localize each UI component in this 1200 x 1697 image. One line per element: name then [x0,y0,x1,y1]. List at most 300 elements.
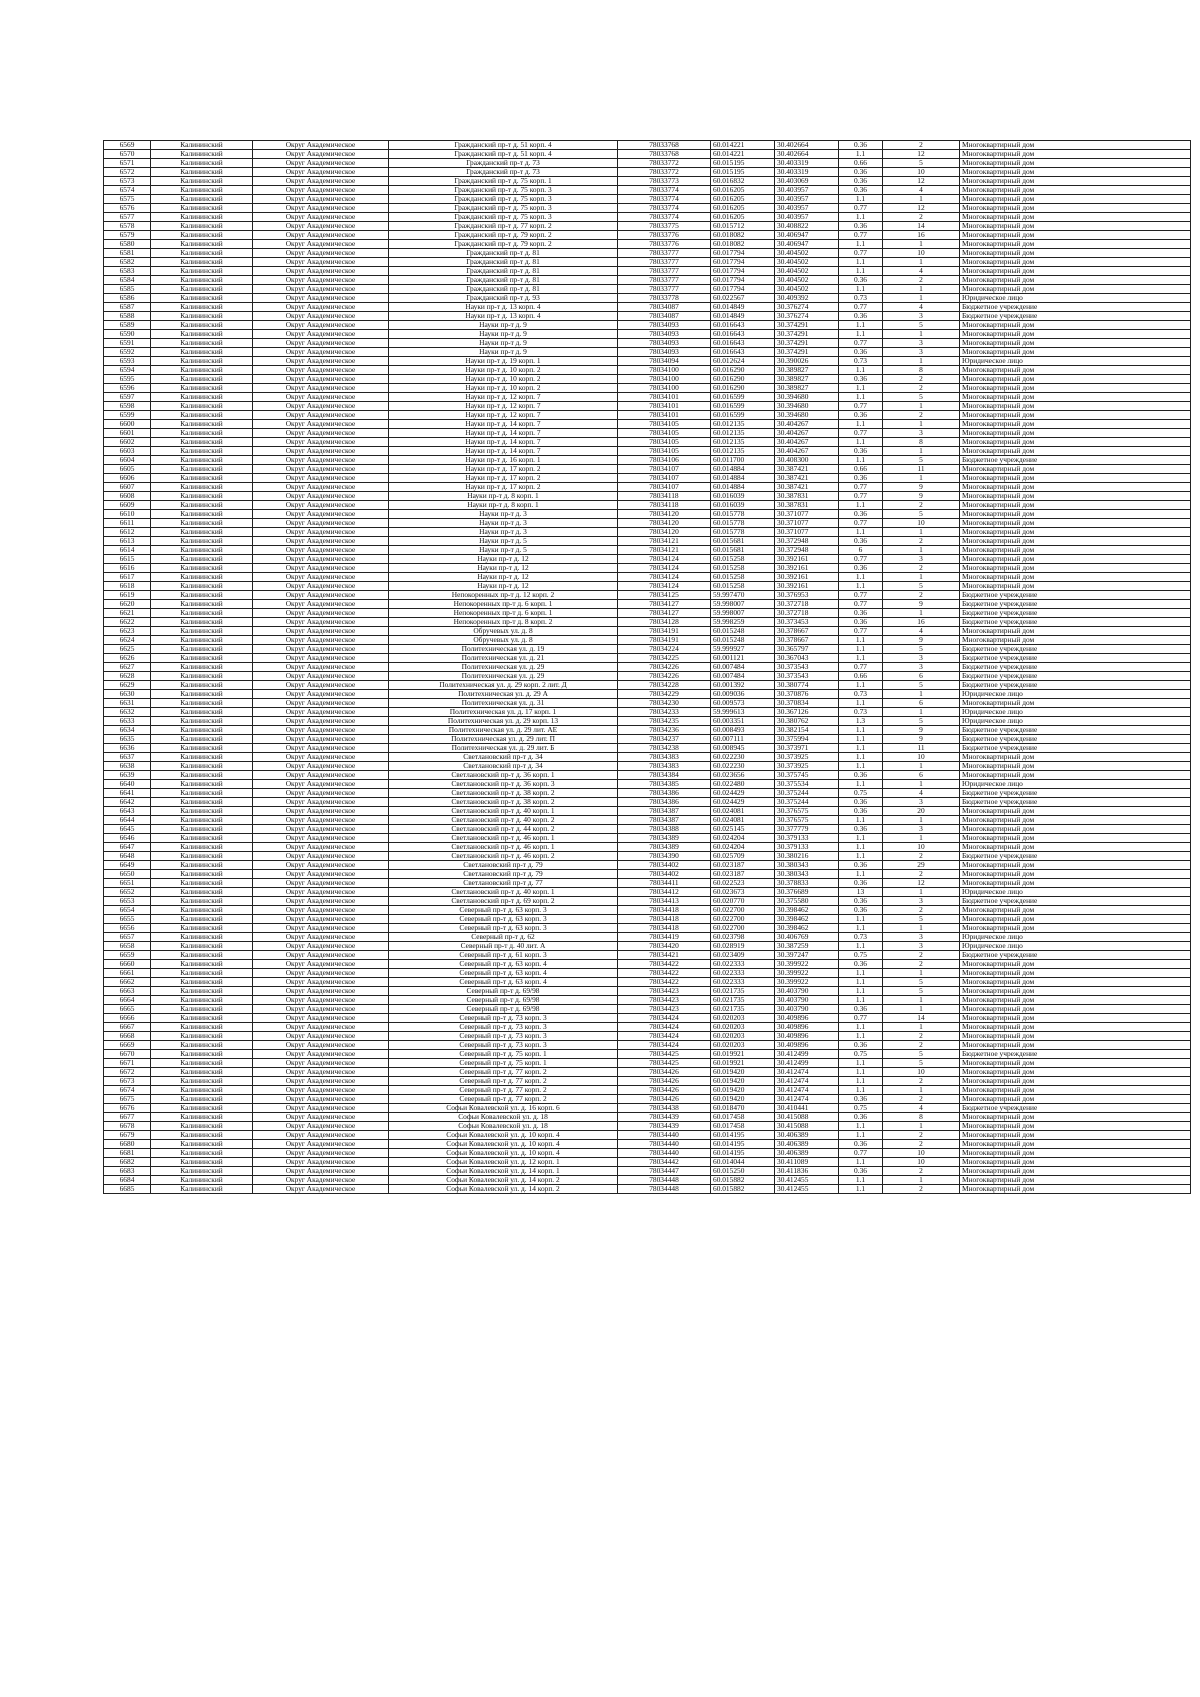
table-row [104,879,1191,888]
table-row [104,789,1191,798]
count-cell: 2 [883,537,960,546]
type-cell: Многоквартирный дом [960,1122,1191,1131]
type-cell: Юридическое лицо [960,780,1191,789]
longitude-cell: 30.412499 [775,1059,839,1068]
code-cell: 78034426 [618,1086,711,1095]
volume-cell: 0.77 [839,555,883,564]
row-number-cell: 6576 [104,204,151,213]
district-cell: Калининский [151,645,253,654]
volume-cell: 1.1 [839,969,883,978]
latitude-cell: 60.022700 [711,906,775,915]
row-number-cell: 6649 [104,861,151,870]
address-cell: Гражданский пр-т д. 79 корп. 2 [389,240,618,249]
district-cell: Калининский [151,726,253,735]
municipality-cell: Округ Академическое [253,636,389,645]
longitude-cell: 30.403069 [775,177,839,186]
type-cell: Многоквартирный дом [960,258,1191,267]
code-cell: 78034230 [618,699,711,708]
code-cell: 78034105 [618,429,711,438]
volume-cell: 0.36 [839,276,883,285]
district-cell: Калининский [151,546,253,555]
longitude-cell: 30.373925 [775,753,839,762]
district-cell: Калининский [151,150,253,159]
table-row [104,663,1191,672]
municipality-cell: Округ Академическое [253,1014,389,1023]
type-cell: Многоквартирный дом [960,753,1191,762]
district-cell: Калининский [151,294,253,303]
count-cell: 3 [883,429,960,438]
address-cell: Гражданский пр-т д. 75 корп. 3 [389,186,618,195]
type-cell: Многоквартирный дом [960,474,1191,483]
code-cell: 78034426 [618,1068,711,1077]
table-row [104,1167,1191,1176]
count-cell: 2 [883,1041,960,1050]
table-row [104,735,1191,744]
type-cell: Многоквартирный дом [960,1149,1191,1158]
count-cell: 6 [883,672,960,681]
row-number-cell: 6575 [104,195,151,204]
longitude-cell: 30.398462 [775,906,839,915]
municipality-cell: Округ Академическое [253,1041,389,1050]
longitude-cell: 30.367043 [775,654,839,663]
municipality-cell: Округ Академическое [253,1113,389,1122]
count-cell: 1 [883,1005,960,1014]
volume-cell: 0.77 [839,339,883,348]
code-cell: 78034387 [618,816,711,825]
count-cell: 1 [883,285,960,294]
district-cell: Калининский [151,1113,253,1122]
count-cell: 2 [883,564,960,573]
municipality-cell: Округ Академическое [253,546,389,555]
type-cell: Многоквартирный дом [960,807,1191,816]
longitude-cell: 30.403790 [775,1005,839,1014]
table-row [104,915,1191,924]
district-cell: Калининский [151,402,253,411]
municipality-cell: Округ Академическое [253,987,389,996]
longitude-cell: 30.403319 [775,168,839,177]
row-number-cell: 6611 [104,519,151,528]
latitude-cell: 60.016643 [711,330,775,339]
latitude-cell: 60.015248 [711,627,775,636]
type-cell: Бюджетное учреждение [960,1104,1191,1113]
count-cell: 16 [883,231,960,240]
volume-cell: 0.36 [839,960,883,969]
row-number-cell: 6600 [104,420,151,429]
municipality-cell: Округ Академическое [253,447,389,456]
latitude-cell: 60.020203 [711,1023,775,1032]
table-row [104,204,1191,213]
code-cell: 78034413 [618,897,711,906]
code-cell: 78034421 [618,951,711,960]
count-cell: 5 [883,456,960,465]
count-cell: 5 [883,915,960,924]
latitude-cell: 60.022523 [711,879,775,888]
longitude-cell: 30.380343 [775,870,839,879]
table-row [104,1176,1191,1185]
table-row [104,798,1191,807]
volume-cell: 1.1 [839,573,883,582]
volume-cell: 0.36 [839,474,883,483]
longitude-cell: 30.412474 [775,1086,839,1095]
municipality-cell: Округ Академическое [253,519,389,528]
type-cell: Бюджетное учреждение [960,645,1191,654]
code-cell: 78034225 [618,654,711,663]
code-cell: 78034411 [618,879,711,888]
code-cell: 78034383 [618,762,711,771]
latitude-cell: 59.998259 [711,618,775,627]
row-number-cell: 6648 [104,852,151,861]
municipality-cell: Округ Академическое [253,249,389,258]
municipality-cell: Округ Академическое [253,267,389,276]
district-cell: Калининский [151,528,253,537]
code-cell: 78033777 [618,258,711,267]
table-row [104,267,1191,276]
latitude-cell: 60.016205 [711,195,775,204]
row-number-cell: 6660 [104,960,151,969]
address-cell: Северный пр-т д. 73 корп. 3 [389,1014,618,1023]
code-cell: 78034425 [618,1059,711,1068]
type-cell: Многоквартирный дом [960,366,1191,375]
table-row [104,1086,1191,1095]
longitude-cell: 30.403957 [775,195,839,204]
district-cell: Калининский [151,312,253,321]
code-cell: 78034107 [618,483,711,492]
longitude-cell: 30.374291 [775,330,839,339]
row-number-cell: 6685 [104,1185,151,1194]
municipality-cell: Округ Академическое [253,420,389,429]
district-cell: Калининский [151,204,253,213]
latitude-cell: 60.020770 [711,897,775,906]
latitude-cell: 60.015195 [711,168,775,177]
address-cell: Науки пр-т д. 17 корп. 2 [389,465,618,474]
volume-cell: 1.1 [839,267,883,276]
type-cell: Многоквартирный дом [960,771,1191,780]
latitude-cell: 60.024204 [711,843,775,852]
count-cell: 8 [883,438,960,447]
longitude-cell: 30.371077 [775,528,839,537]
code-cell: 78034412 [618,888,711,897]
volume-cell: 0.36 [839,141,883,150]
count-cell: 8 [883,366,960,375]
district-cell: Калининский [151,672,253,681]
type-cell: Многоквартирный дом [960,285,1191,294]
table-row [104,411,1191,420]
table-row [104,240,1191,249]
code-cell: 78033774 [618,213,711,222]
table-row [104,1185,1191,1194]
table-row [104,807,1191,816]
volume-cell: 0.36 [839,1140,883,1149]
municipality-cell: Округ Академическое [253,411,389,420]
address-cell: Гражданский пр-т д. 81 [389,285,618,294]
row-number-cell: 6656 [104,924,151,933]
table-row [104,285,1191,294]
latitude-cell: 60.015778 [711,510,775,519]
type-cell: Многоквартирный дом [960,492,1191,501]
table-row [104,168,1191,177]
latitude-cell: 60.016290 [711,366,775,375]
volume-cell: 1.1 [839,744,883,753]
district-cell: Калининский [151,366,253,375]
volume-cell: 0.66 [839,672,883,681]
row-number-cell: 6599 [104,411,151,420]
municipality-cell: Округ Академическое [253,330,389,339]
count-cell: 2 [883,951,960,960]
code-cell: 78034423 [618,987,711,996]
table-row [104,429,1191,438]
code-cell: 78034121 [618,537,711,546]
count-cell: 14 [883,222,960,231]
volume-cell: 1.1 [839,384,883,393]
type-cell: Многоквартирный дом [960,555,1191,564]
address-cell: Светлановский пр-т д. 69 корп. 2 [389,897,618,906]
type-cell: Многоквартирный дом [960,384,1191,393]
count-cell: 5 [883,393,960,402]
row-number-cell: 6631 [104,699,151,708]
row-number-cell: 6588 [104,312,151,321]
district-cell: Калининский [151,1176,253,1185]
address-cell: Северный пр-т д. 69/98 [389,987,618,996]
code-cell: 78034105 [618,420,711,429]
longitude-cell: 30.408300 [775,456,839,465]
count-cell: 10 [883,1068,960,1077]
table-row [104,654,1191,663]
table-row [104,852,1191,861]
count-cell: 2 [883,213,960,222]
longitude-cell: 30.367126 [775,708,839,717]
volume-cell: 0.73 [839,294,883,303]
latitude-cell: 60.015258 [711,564,775,573]
district-cell: Калининский [151,636,253,645]
municipality-cell: Округ Академическое [253,708,389,717]
volume-cell: 1.1 [839,1122,883,1131]
row-number-cell: 6619 [104,591,151,600]
latitude-cell: 60.020203 [711,1041,775,1050]
longitude-cell: 30.387421 [775,483,839,492]
code-cell: 78034422 [618,978,711,987]
type-cell: Многоквартирный дом [960,330,1191,339]
volume-cell: 1.1 [839,654,883,663]
table-row [104,753,1191,762]
address-cell: Науки пр-т д. 9 [389,339,618,348]
longitude-cell: 30.406389 [775,1140,839,1149]
address-cell: Северный пр-т д. 73 корп. 3 [389,1032,618,1041]
district-cell: Калининский [151,213,253,222]
municipality-cell: Округ Академическое [253,870,389,879]
longitude-cell: 30.387421 [775,474,839,483]
type-cell: Многоквартирный дом [960,564,1191,573]
count-cell: 10 [883,1149,960,1158]
longitude-cell: 30.392161 [775,555,839,564]
volume-cell: 1.1 [839,1059,883,1068]
volume-cell: 0.36 [839,375,883,384]
table-row [104,870,1191,879]
count-cell: 2 [883,141,960,150]
volume-cell: 0.75 [839,1050,883,1059]
table-row [104,330,1191,339]
address-cell: Политехническая ул. д. 29 [389,672,618,681]
latitude-cell: 60.024081 [711,807,775,816]
row-number-cell: 6635 [104,735,151,744]
municipality-cell: Округ Академическое [253,915,389,924]
longitude-cell: 30.378667 [775,627,839,636]
longitude-cell: 30.370876 [775,690,839,699]
volume-cell: 1.1 [839,636,883,645]
district-cell: Калининский [151,807,253,816]
latitude-cell: 60.007484 [711,672,775,681]
count-cell: 4 [883,267,960,276]
latitude-cell: 60.014221 [711,150,775,159]
address-cell: Софьи Ковалевской ул. д. 18 [389,1113,618,1122]
table-row [104,780,1191,789]
volume-cell: 0.77 [839,600,883,609]
count-cell: 9 [883,726,960,735]
district-cell: Калининский [151,870,253,879]
type-cell: Многоквартирный дом [960,1014,1191,1023]
volume-cell: 0.36 [839,537,883,546]
row-number-cell: 6623 [104,627,151,636]
district-cell: Калининский [151,1023,253,1032]
type-cell: Многоквартирный дом [960,429,1191,438]
address-cell: Науки пр-т д. 5 [389,537,618,546]
code-cell: 78034101 [618,393,711,402]
longitude-cell: 30.372718 [775,600,839,609]
code-cell: 78033768 [618,150,711,159]
longitude-cell: 30.394680 [775,411,839,420]
volume-cell: 1.1 [839,915,883,924]
address-cell: Науки пр-т д. 10 корп. 2 [389,375,618,384]
code-cell: 78034191 [618,627,711,636]
address-cell: Науки пр-т д. 10 корп. 2 [389,384,618,393]
latitude-cell: 60.022567 [711,294,775,303]
type-cell: Многоквартирный дом [960,213,1191,222]
address-cell: Политехническая ул. д. 29 лит. Б [389,744,618,753]
table-row [104,222,1191,231]
row-number-cell: 6605 [104,465,151,474]
district-cell: Калининский [151,375,253,384]
code-cell: 78034418 [618,915,711,924]
district-cell: Калининский [151,555,253,564]
row-number-cell: 6668 [104,1032,151,1041]
count-cell: 2 [883,1032,960,1041]
type-cell: Многоквартирный дом [960,879,1191,888]
latitude-cell: 59.998007 [711,609,775,618]
table-row [104,213,1191,222]
municipality-cell: Округ Академическое [253,663,389,672]
table-row [104,312,1191,321]
code-cell: 78033776 [618,240,711,249]
district-cell: Калининский [151,987,253,996]
type-cell: Многоквартирный дом [960,978,1191,987]
volume-cell: 1.1 [839,852,883,861]
type-cell: Бюджетное учреждение [960,951,1191,960]
longitude-cell: 30.403319 [775,159,839,168]
type-cell: Многоквартирный дом [960,501,1191,510]
municipality-cell: Округ Академическое [253,852,389,861]
municipality-cell: Округ Академическое [253,231,389,240]
address-cell: Северный пр-т д. 75 корп. 1 [389,1050,618,1059]
count-cell: 9 [883,636,960,645]
latitude-cell: 60.014884 [711,465,775,474]
longitude-cell: 30.404267 [775,438,839,447]
volume-cell: 0.36 [839,510,883,519]
longitude-cell: 30.392161 [775,582,839,591]
latitude-cell: 60.009036 [711,690,775,699]
municipality-cell: Округ Академическое [253,204,389,213]
count-cell: 5 [883,978,960,987]
address-cell: Непокоренных пр-т д. 6 корп. 1 [389,609,618,618]
municipality-cell: Округ Академическое [253,213,389,222]
latitude-cell: 60.014884 [711,483,775,492]
district-cell: Калининский [151,933,253,942]
row-number-cell: 6634 [104,726,151,735]
row-number-cell: 6641 [104,789,151,798]
latitude-cell: 60.015195 [711,159,775,168]
count-cell: 5 [883,321,960,330]
type-cell: Многоквартирный дом [960,1158,1191,1167]
code-cell: 78034120 [618,528,711,537]
code-cell: 78034237 [618,735,711,744]
count-cell: 4 [883,627,960,636]
municipality-cell: Округ Академическое [253,771,389,780]
address-cell: Науки пр-т д. 3 [389,519,618,528]
address-cell: Политехническая ул. д. 29 корп. 13 [389,717,618,726]
municipality-cell: Округ Академическое [253,1059,389,1068]
table-row [104,321,1191,330]
count-cell: 5 [883,1059,960,1068]
type-cell: Многоквартирный дом [960,906,1191,915]
count-cell: 10 [883,843,960,852]
count-cell: 1 [883,1023,960,1032]
address-cell: Северный пр-т д. 77 корп. 2 [389,1086,618,1095]
count-cell: 12 [883,177,960,186]
code-cell: 78034124 [618,564,711,573]
code-cell: 78034418 [618,906,711,915]
count-cell: 1 [883,1176,960,1185]
district-cell: Калининский [151,888,253,897]
code-cell: 78034388 [618,825,711,834]
district-cell: Калининский [151,1068,253,1077]
volume-cell: 1.1 [839,735,883,744]
volume-cell: 1.1 [839,870,883,879]
code-cell: 78034426 [618,1077,711,1086]
address-cell: Гражданский пр-т д. 75 корп. 1 [389,177,618,186]
longitude-cell: 30.409896 [775,1032,839,1041]
count-cell: 12 [883,204,960,213]
volume-cell: 0.66 [839,159,883,168]
count-cell: 29 [883,861,960,870]
longitude-cell: 30.376575 [775,816,839,825]
count-cell: 1 [883,402,960,411]
address-cell: Северный пр-т д. 63 корп. 3 [389,906,618,915]
code-cell: 78034106 [618,456,711,465]
address-cell: Непокоренных пр-т д. 6 корп. 1 [389,600,618,609]
code-cell: 78034447 [618,1167,711,1176]
municipality-cell: Округ Академическое [253,510,389,519]
table-row [104,564,1191,573]
row-number-cell: 6652 [104,888,151,897]
latitude-cell: 59.998007 [711,600,775,609]
district-cell: Калининский [151,843,253,852]
type-cell: Многоквартирный дом [960,447,1191,456]
district-cell: Калининский [151,699,253,708]
volume-cell: 0.36 [839,798,883,807]
count-cell: 3 [883,663,960,672]
table-row [104,1077,1191,1086]
volume-cell: 0.73 [839,933,883,942]
type-cell: Бюджетное учреждение [960,600,1191,609]
table-row [104,492,1191,501]
